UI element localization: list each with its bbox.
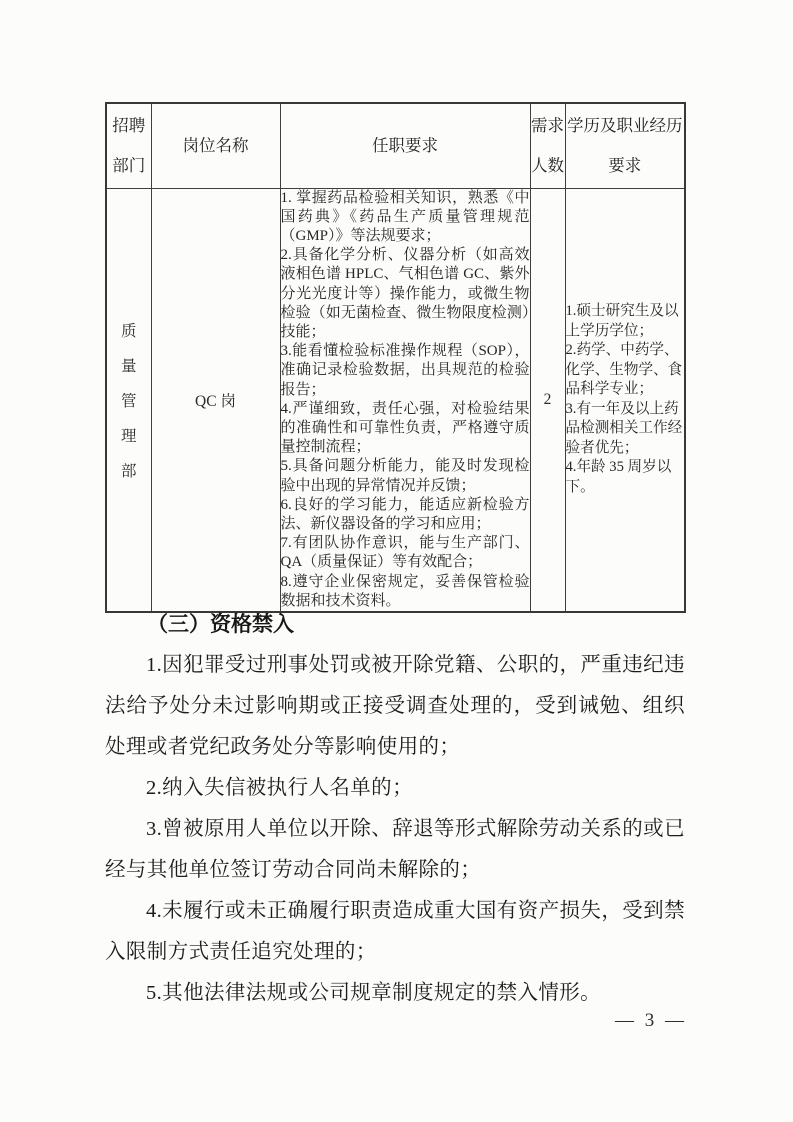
department-char: 理 — [120, 427, 137, 445]
requirement-item: 2.具备化学分析、仪器分析（如高效液相色谱 HPLC、气相色谱 GC、紫外分光光度计等）操作能力，或微生物检验（如无菌检查、微生物限度检测）技能； — [280, 247, 530, 340]
header-requirements — [280, 103, 530, 188]
disqualification-item: 4.未履行或未正确履行职责造成重大国有资产损失，受到禁入限制方式责任追究处理的； — [105, 900, 685, 963]
position-name: QC 岗 — [195, 392, 236, 410]
header-qualifications-line2: 要求 — [608, 155, 642, 175]
header-department-line1: 招聘 — [112, 115, 146, 135]
department-char: 管 — [120, 392, 137, 410]
requirement-item: 7.有团队协作意识，能与生产部门、QA（质量保证）等有效配合； — [280, 535, 530, 571]
requirement-item: 8.遵守企业保密规定，妥善保管检验数据和技术资料。 — [280, 573, 530, 609]
requirement-item: 5.具备问题分析能力，能及时发现检验中出现的异常情况并反馈； — [280, 458, 530, 494]
disqualification-item: 1.因犯罪受过刑事处罚或被开除党籍、公职的，严重违纪违法给予处分未过影响期或正接受调查处理的，受到诫勉、组织处理或者党纪政务处分等影响使用的； — [105, 654, 685, 758]
cell-department — [106, 188, 151, 612]
header-department — [106, 103, 151, 188]
disqualification-section — [105, 604, 685, 1014]
table-header-row — [106, 103, 685, 188]
header-position — [151, 103, 280, 188]
disqualification-item: 3.曾被原用人单位以开除、辞退等形式解除劳动关系的或已经与其他单位签订劳动合同尚未解除的； — [105, 818, 685, 881]
department-char: 量 — [120, 357, 137, 375]
cell-requirements — [280, 188, 530, 612]
disqualification-item: 2.纳入失信被执行人名单的； — [146, 777, 413, 799]
requirement-item: 6.良好的学习能力，能适应新检验方法、新仪器设备的学习和应用； — [280, 496, 530, 532]
qualification-item: 2.药学、中药学、化学、生物学、食品科学专业； — [565, 342, 683, 398]
department-vertical-text — [107, 319, 151, 481]
cell-position — [151, 188, 280, 612]
header-qualifications — [565, 103, 685, 188]
header-department-line2: 部门 — [112, 155, 146, 175]
cell-headcount — [530, 188, 565, 612]
header-requirements-line1: 任职要求 — [372, 135, 438, 155]
requirement-item: 4.严谨细致，责任心强，对检验结果的准确性和可靠性负责，严格遵守质量控制流程； — [280, 400, 530, 456]
recruitment-table — [105, 102, 686, 613]
disqualification-item: 5.其他法律法规或公司规章制度规定的禁入情形。 — [146, 982, 602, 1004]
header-position-line1: 岗位名称 — [182, 135, 249, 155]
table-data-row — [106, 188, 685, 612]
headcount-value: 2 — [543, 390, 552, 408]
header-headcount — [530, 103, 565, 188]
header-headcount-line2: 人数 — [531, 155, 564, 175]
qualification-item: 3.有一年及以上药品检测相关工作经验者优先； — [565, 400, 683, 456]
cell-qualifications — [565, 188, 685, 612]
qualification-item: 4.年龄 35 周岁以下。 — [565, 459, 672, 495]
requirement-item: 1. 掌握药品检验相关知识，熟悉《中国药典》《药品生产质量管理规范（GMP）》等法规要求； — [280, 189, 530, 244]
department-char: 质 — [120, 322, 137, 340]
requirement-item: 3.能看懂检验标准操作规程（SOP），准确记录检验数据，出具规范的检验报告； — [280, 343, 530, 398]
header-headcount-line1: 需求 — [531, 115, 564, 135]
section-heading: （三）资格禁入 — [147, 612, 294, 636]
department-char: 部 — [120, 462, 137, 480]
page-number: — 3 — — [615, 1010, 687, 1031]
header-qualifications-line1: 学历及职业经历 — [567, 115, 683, 135]
qualification-item: 1.硕士研究生及以上学历学位； — [565, 303, 679, 339]
